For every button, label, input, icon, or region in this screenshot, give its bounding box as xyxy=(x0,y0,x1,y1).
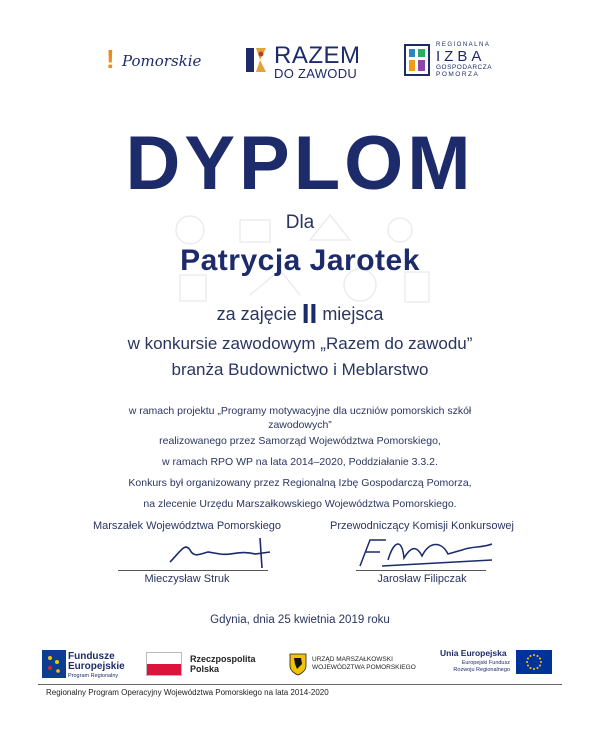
rzeczpospolita-line2: Polska xyxy=(190,664,220,674)
recipient-name: Patrycja Jarotek xyxy=(180,244,420,277)
pomeranian-griffin-icon xyxy=(288,652,308,676)
urzad-line1: URZĄD MARSZAŁKOWSKI xyxy=(312,656,393,663)
fundusze-stars-icon xyxy=(42,650,66,678)
rpo-line: w ramach RPO WP na lata 2014–2020, Poddziałanie 3.3.2. xyxy=(162,456,438,468)
izba-logo-line4: POMORZA xyxy=(436,71,480,78)
polish-flag-icon xyxy=(146,652,182,676)
razem-logo-line1: RAZEM xyxy=(274,42,361,69)
izba-logo-line2: IZBA xyxy=(436,48,486,65)
razem-logo-line2: DO ZAWODU xyxy=(274,66,358,81)
razem-do-zawodu-logo xyxy=(244,42,374,80)
razem-logo-icon xyxy=(244,46,268,74)
left-signatory-name: Mieczysław Struk xyxy=(144,573,230,585)
ue-sub xyxy=(440,660,510,673)
izba-logo-line3: GOSPODARCZA xyxy=(436,64,493,71)
izba-logo-icon xyxy=(404,44,430,76)
right-signatory-name: Jarosław Filipczak xyxy=(377,573,467,585)
project-line-a: w ramach projektu „Programy motywacyjne dla uczniów pomorskich szkół xyxy=(128,405,472,417)
diploma-title: DYPLOM xyxy=(125,121,475,206)
urzad-text xyxy=(312,656,416,672)
fundusze-sub: Program Regionalny xyxy=(68,673,119,679)
urzad-marszalkowski-logo xyxy=(284,648,424,682)
program-caption: Regionalny Program Operacyjny Województwa Pomorskiego na lata 2014-2020 xyxy=(46,688,329,697)
eu-flag-icon xyxy=(516,650,552,674)
fundusze-line1: Fundusze xyxy=(68,651,115,662)
realized-line: realizowanego przez Samorząd Województwa Pomorskiego, xyxy=(159,435,441,447)
contest-line: w konkursie zawodowym „Razem do zawodu” xyxy=(127,334,473,353)
ue-line3: Rozwoju Regionalnego xyxy=(453,666,510,673)
urzad-line2: WOJEWÓDZTWA POMORSKIEGO xyxy=(312,664,416,671)
commission-line: na zlecenie Urzędu Marszałkowskiego Województwa Pomorskiego. xyxy=(143,498,457,510)
izba-logo-line1: REGIONALNA xyxy=(436,42,491,48)
project-line-b: zawodowych” xyxy=(268,419,332,431)
branch-line: branża Budownictwo i Meblarstwo xyxy=(171,360,429,379)
pomorskie-logo-text: Pomorskie xyxy=(122,52,202,70)
rzeczpospolita-line1: Rzeczpospolita xyxy=(190,654,256,664)
ue-line1: Unia Europejska xyxy=(440,648,507,658)
place-prefix: za zajęcie xyxy=(216,304,297,324)
left-signature-line xyxy=(118,570,268,571)
rzeczpospolita-text xyxy=(190,654,256,674)
project-line xyxy=(0,404,600,432)
left-signature-icon xyxy=(160,532,280,572)
issue-date: Gdynia, dnia 25 kwietnia 2019 roku xyxy=(210,614,390,626)
izba-gospodarcza-logo xyxy=(404,42,504,80)
left-signatory-title: Marszałek Województwa Pomorskiego xyxy=(92,520,282,532)
place-suffix: miejsca xyxy=(322,304,384,324)
recipient-prefix: Dla xyxy=(285,212,315,233)
right-signature-line xyxy=(356,570,486,571)
ue-line2: Europejski Fundusz xyxy=(461,660,510,666)
fundusze-text xyxy=(68,652,125,672)
pomorskie-exclamation-icon: ! xyxy=(106,44,115,74)
rzeczpospolita-logo xyxy=(146,648,256,682)
right-signature-icon xyxy=(352,530,502,572)
right-signatory-title: Przewodniczący Komisji Konkursowej xyxy=(329,520,514,532)
footer-divider xyxy=(38,684,562,685)
place-number: II xyxy=(301,298,318,329)
place-line xyxy=(0,298,600,330)
fundusze-europejskie-logo xyxy=(42,648,132,682)
fundusze-line2: Europejskie xyxy=(68,661,125,672)
organizer-line: Konkurs był organizowany przez Regionalną Izbę Gospodarczą Pomorza, xyxy=(128,477,472,489)
pomorskie-logo xyxy=(106,44,206,78)
unia-europejska-logo xyxy=(440,648,560,682)
